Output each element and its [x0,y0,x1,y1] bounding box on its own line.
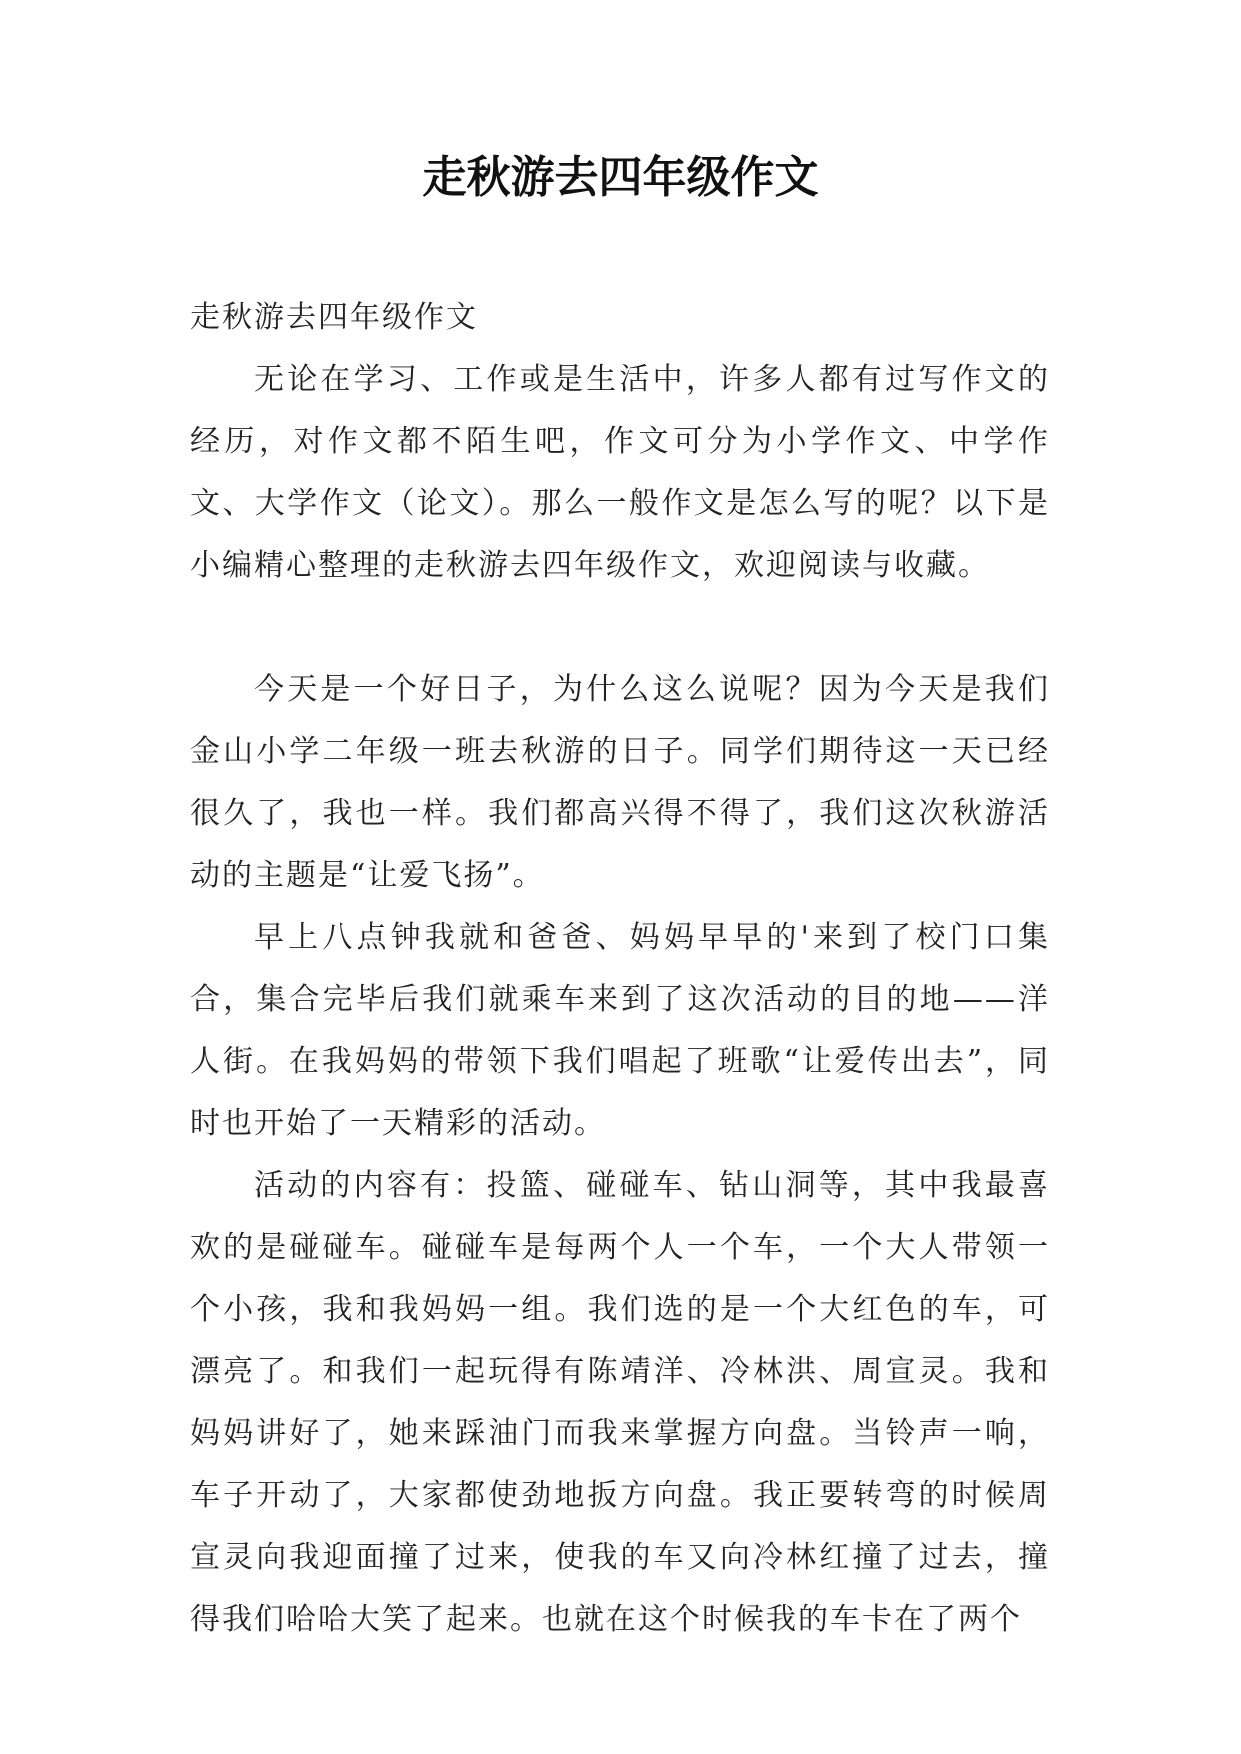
document-body [190,287,1050,1651]
paragraph-gap [190,597,1050,659]
document-title: 走秋游去四年级作文 [422,152,819,203]
paragraph-intro: 无论在学习、工作或是生活中，许多人都有过写作文的经历，对作文都不陌生吧，作文可分为小学作文、中学作文、大学作文（论文）。那么一般作文是怎么写的呢？以下是小编精心整理的走秋游去四年级作文，欢迎阅读与收藏。 [190,362,1050,583]
paragraph-2: 早上八点钟我就和爸爸、妈妈早早的'来到了校门口集合，集合完毕后我们就乘车来到了这次活动的目的地——洋人街。在我妈妈的带领下我们唱起了班歌“让爱传出去”，同时也开始了一天精彩的活动。 [190,920,1050,1141]
document-subtitle: 走秋游去四年级作文 [190,300,478,335]
paragraph-1: 今天是一个好日子，为什么这么说呢？因为今天是我们金山小学二年级一班去秋游的日子。同学们期待这一天已经很久了，我也一样。我们都高兴得不得了，我们这次秋游活动的主题是“让爱飞扬”。 [190,672,1050,893]
paragraph-3: 活动的内容有：投篮、碰碰车、钻山洞等，其中我最喜欢的是碰碰车。碰碰车是每两个人一个车，一个大人带领一个小孩，我和我妈妈一组。我们选的是一个大红色的车，可漂亮了。和我们一起玩得有陈靖洋、冷林洪、周宣灵。我和妈妈讲好了，她来踩油门而我来掌握方向盘。当铃声一响，车子开动了，大家都使劲地扳方向盘。我正要转弯的时候周宣灵向我迎面撞了过来，使我的车又向冷林红撞了过去，撞得我们哈哈大笑了起来。也就在这个时候我的车卡在了两个 [190,1168,1050,1637]
